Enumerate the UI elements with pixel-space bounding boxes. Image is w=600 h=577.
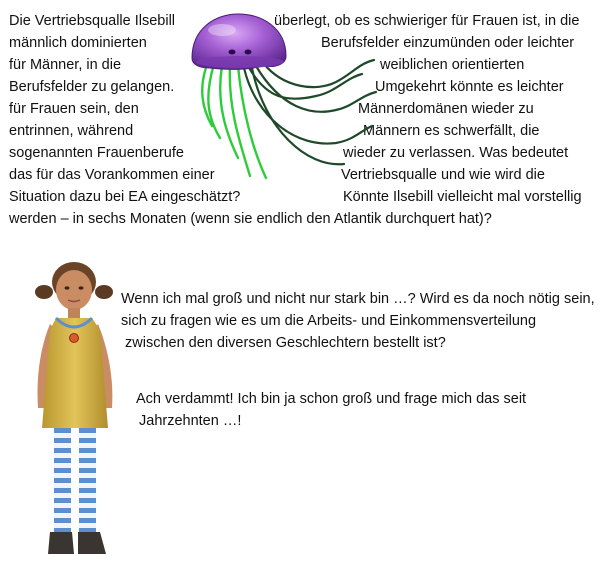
p1-line-2-right: Berufsfelder einzumünden oder leichter bbox=[321, 35, 575, 51]
p1-line-4-left: Berufsfelder zu gelangen. bbox=[9, 79, 175, 95]
shoe-left bbox=[48, 532, 74, 554]
p2-line-2: sich zu fragen wie es um die Arbeits- und Einkommensverteilung bbox=[121, 313, 537, 329]
p1-line-5-right: Männerdomänen wieder zu bbox=[358, 101, 534, 117]
jellyfish-eye-left bbox=[229, 50, 236, 55]
dress-brooch bbox=[70, 334, 79, 343]
p2-line-3: zwischen den diversen Geschlechtern bestellt ist? bbox=[125, 335, 446, 351]
p1-last-line: werden – in sechs Monaten (wenn sie endlich den Atlantik durchquert hat)? bbox=[9, 211, 492, 227]
jellyfish-eye-right bbox=[245, 50, 252, 55]
p1-line-8-right: Vertriebsqualle und wie wird die bbox=[341, 167, 545, 183]
girl-leg-left bbox=[54, 428, 71, 534]
p1-line-7-right: wieder zu verlassen. Was bedeutet bbox=[343, 145, 569, 161]
p1-line-9-right: Könnte Ilsebill vielleicht mal vorstellig bbox=[343, 189, 582, 205]
p3-line-2: Jahrzehnten …! bbox=[139, 413, 242, 429]
girl-face bbox=[56, 270, 92, 310]
shoe-right bbox=[78, 532, 106, 554]
p1-line-5-left: für Frauen sein, den bbox=[9, 101, 139, 117]
p1-line-8-left: das für das Vorankommen einer bbox=[9, 167, 215, 183]
jellyfish-tentacles-dark bbox=[244, 60, 376, 164]
p1-line-4-right: Umgekehrt könnte es leichter bbox=[375, 79, 564, 95]
p1-line-2-left: männlich dominierten bbox=[9, 35, 147, 51]
p1-line-6-left: entrinnen, während bbox=[9, 123, 134, 139]
pigtail-left bbox=[35, 285, 53, 299]
jellyfish-illustration bbox=[186, 8, 386, 198]
p1-line-7-left: sogenannten Frauenberufe bbox=[9, 145, 184, 161]
p1-line-3-right: weiblichen orientierten bbox=[380, 57, 525, 73]
p1-line-9-left: Situation dazu bei EA eingeschätzt? bbox=[9, 189, 241, 205]
pigtail-right bbox=[95, 285, 113, 299]
girl-leg-right bbox=[79, 428, 96, 534]
p2-line-1: Wenn ich mal groß und nicht nur stark bin …? Wird es da noch nötig sein, bbox=[121, 291, 595, 307]
p1-line-3-left: für Männer, in die bbox=[9, 57, 122, 73]
p1-line-1-right: überlegt, ob es schwieriger für Frauen ist, in die bbox=[274, 13, 580, 29]
p3-line-1: Ach verdammt! Ich bin ja schon groß und frage mich das seit bbox=[136, 391, 527, 407]
girl-illustration bbox=[22, 258, 132, 568]
p1-line-1-left: Die Vertriebsqualle Ilsebill bbox=[9, 13, 176, 29]
p1-line-6-right: Männern es schwerfällt, die bbox=[363, 123, 540, 139]
